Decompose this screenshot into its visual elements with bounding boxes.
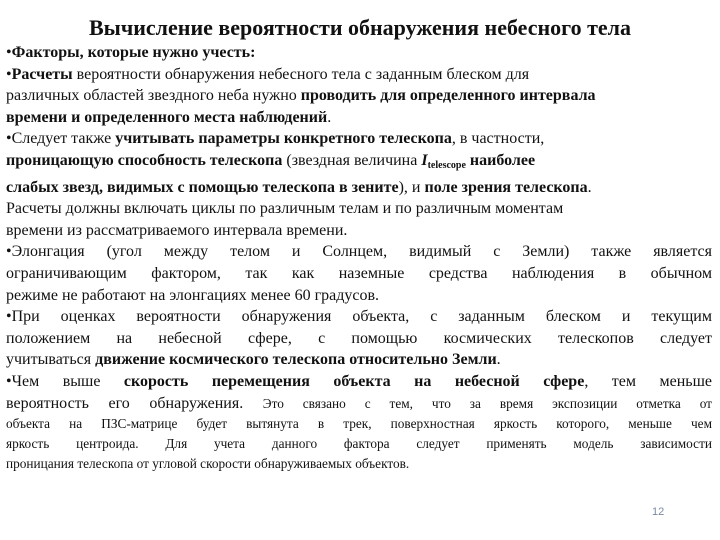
bullet-space-telescope-line-2: положением на небесной сфере, с помощью космических телескопов следует bbox=[6, 329, 712, 347]
bullet-velocity-line-2 bbox=[6, 393, 712, 415]
text-span: ), и bbox=[398, 178, 425, 196]
bullet-mark: • bbox=[6, 243, 12, 261]
bullet-velocity-line-1 bbox=[6, 371, 712, 393]
text-span: Элонгация (угол между телом и Солнцем, видимый с Земли) также является bbox=[11, 243, 712, 261]
emphasis-span: скорость перемещения объекта на небесной сфере bbox=[123, 372, 585, 390]
bullet-space-telescope-line-3 bbox=[6, 349, 712, 371]
small-text-span: Это связано с тем, что за время экспозиции отметка от bbox=[262, 395, 712, 411]
bullet-calculations-line-3 bbox=[6, 107, 712, 129]
slide-body bbox=[6, 42, 712, 474]
bullet-telescope-line-4: Расчеты должны включать циклы по различным телам и по различным моментам bbox=[6, 200, 564, 218]
bullet-telescope-line-3 bbox=[6, 177, 712, 199]
text-span: вероятность его обнаружения. bbox=[6, 394, 263, 412]
emphasis-span: учитывать параметры конкретного телескопа bbox=[115, 130, 452, 148]
bullet-elongation-line-2: ограничивающим фактором, так как наземные средства наблюдения в обычном bbox=[6, 264, 712, 282]
page-number: 12 bbox=[652, 506, 665, 518]
bullet-mark: • bbox=[6, 44, 12, 61]
bullet-space-telescope-line-1 bbox=[6, 306, 712, 328]
bullet-telescope-line-2 bbox=[6, 150, 712, 177]
magnitude-symbol: I bbox=[421, 151, 428, 169]
factors-heading: Факторы, которые нужно учесть: bbox=[11, 44, 256, 61]
bullet-velocity-line-5: проницания телескопа от угловой скорости обнаруживаемых объектов. bbox=[6, 456, 410, 472]
slide-title: Вычисление вероятности обнаружения небесного тела bbox=[88, 15, 631, 40]
bullet-calculations-line-1 bbox=[6, 64, 712, 86]
bullet-telescope-line-5: времени из рассматриваемого интервала времени. bbox=[6, 221, 348, 239]
bullet-mark: • bbox=[6, 65, 12, 83]
bullet-velocity-line-3: объекта на ПЗС-матрице будет вытянута в трек, поверхностная яркость которого, меньше чем bbox=[6, 416, 712, 432]
calculations-word: Расчеты bbox=[11, 65, 73, 83]
text-span: . bbox=[587, 178, 592, 196]
bullet-mark: • bbox=[6, 372, 12, 390]
emphasis-span: времени и определенного места наблюдений bbox=[6, 108, 328, 126]
emphasis-span: наиболее bbox=[465, 151, 536, 169]
emphasis-span: слабых звезд, видимых с помощью телескопа в зените bbox=[6, 178, 399, 196]
text-span: При оценках вероятности обнаружения объекта, с заданным блеском и текущим bbox=[11, 308, 712, 326]
text-span: (звездная величина bbox=[282, 151, 422, 169]
text-span: Чем выше bbox=[11, 372, 124, 390]
text-span: , тем меньше bbox=[584, 372, 712, 390]
emphasis-span: поле зрения телескопа bbox=[424, 178, 588, 196]
emphasis-span: проницающую способность телескопа bbox=[6, 151, 283, 169]
magnitude-subscript: telescope bbox=[427, 159, 466, 171]
text-span: учитываться bbox=[6, 351, 96, 369]
emphasis-span: проводить для определенного интервала bbox=[300, 87, 596, 105]
bullet-factors bbox=[6, 42, 712, 64]
bullet-elongation-line-3: режиме не работают на элонгациях менее 60 градусов. bbox=[6, 286, 380, 304]
bullet-telescope-line-1 bbox=[6, 128, 712, 150]
bullet-mark: • bbox=[6, 130, 12, 148]
text-span: . bbox=[327, 108, 332, 126]
text-span: различных областей звездного неба нужно bbox=[6, 87, 301, 105]
bullet-velocity-line-4: яркость центроида. Для учета данного фактора следует применять модель зависимости bbox=[6, 436, 712, 452]
text-span: вероятности обнаружения небесного тела с заданным блеском для bbox=[72, 65, 530, 83]
bullet-mark: • bbox=[6, 308, 12, 326]
emphasis-span: движение космического телескопа относительно Земли bbox=[95, 351, 497, 369]
text-span: Следует также bbox=[11, 130, 116, 148]
text-span: . bbox=[496, 351, 501, 369]
bullet-elongation-line-1 bbox=[6, 241, 712, 263]
bullet-calculations-line-2 bbox=[6, 85, 712, 107]
text-span: , в частности, bbox=[451, 130, 545, 148]
